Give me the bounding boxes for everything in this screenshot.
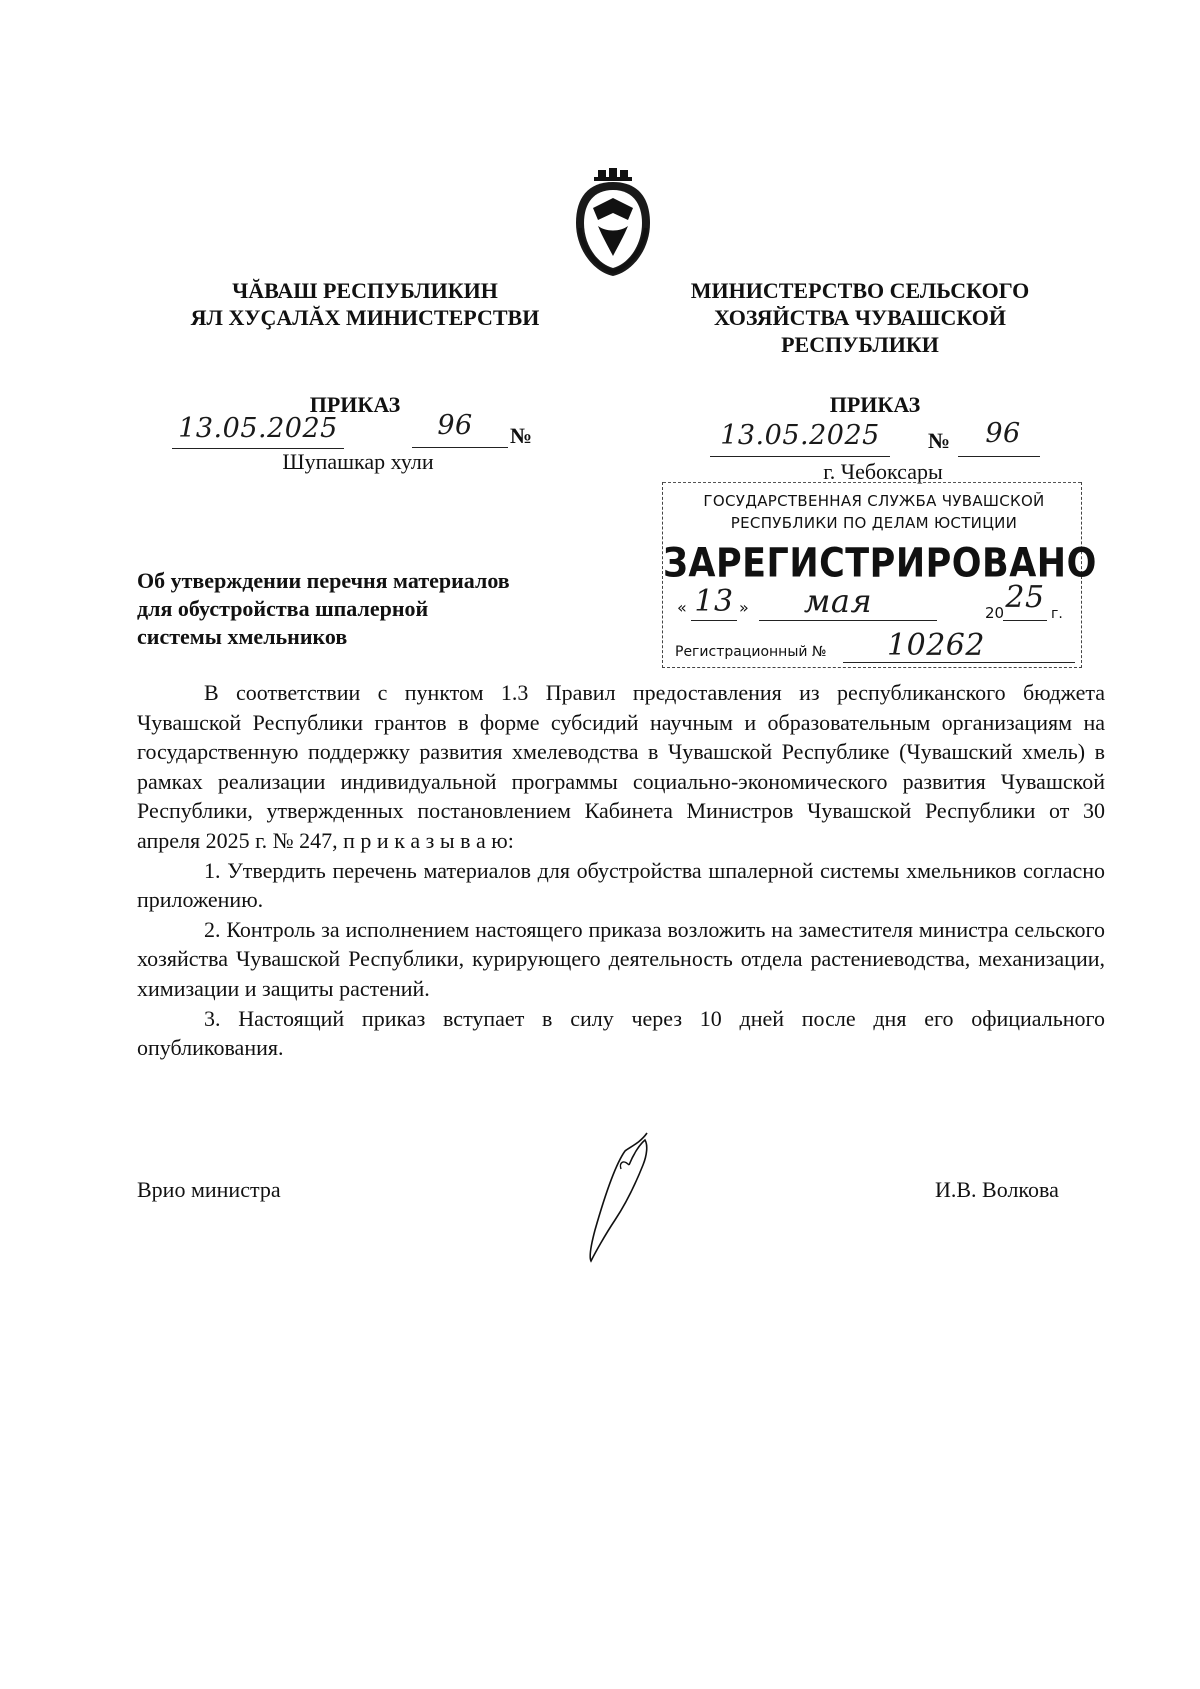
body-item-2: 2. Контроль за исполнением настоящего приказа возложить на заместителя министра сельского хозяйства Чувашской Республики, курирующего деятельность отдела растениеводства, механизации, химизации и защиты растений. bbox=[137, 916, 1105, 1001]
stamp-line1: ГОСУДАРСТВЕННАЯ СЛУЖБА ЧУВАШСКОЙ bbox=[703, 492, 1045, 510]
order-right-place: г. Чебоксары bbox=[823, 459, 943, 484]
stamp-top-border bbox=[663, 482, 1081, 483]
stamp-line2: РЕСПУБЛИКИ ПО ДЕЛАМ ЮСТИЦИИ bbox=[730, 514, 1018, 532]
stamp-year-suffix: 25 bbox=[1005, 580, 1045, 615]
order-left-title: ПРИКАЗ bbox=[309, 392, 401, 417]
header-right bbox=[655, 277, 1065, 358]
order-right-number-sign: № bbox=[928, 428, 951, 453]
order-right-number-underline bbox=[958, 456, 1040, 457]
stamp-month-underline bbox=[759, 620, 937, 621]
emblem-icon bbox=[568, 168, 658, 278]
order-left-number-underline bbox=[412, 447, 508, 448]
stamp-quote-open: « bbox=[677, 598, 687, 617]
header-left-line1: ЧĂВАШ РЕСПУБЛИКИН bbox=[232, 278, 498, 303]
stamp-status: ЗАРЕГИСТРИРОВАНО bbox=[663, 541, 1097, 587]
stamp-month: мая bbox=[803, 582, 873, 620]
order-left-number-sign: № bbox=[510, 423, 533, 448]
order-right-number: 96 bbox=[985, 418, 1021, 449]
subject-line3: системы хмельников bbox=[137, 624, 348, 649]
stamp-year-prefix: 20 bbox=[985, 604, 1005, 622]
stamp-reg-number: 10262 bbox=[887, 628, 985, 663]
order-left-number: 96 bbox=[437, 410, 473, 441]
header-right-line3: РЕСПУБЛИКИ bbox=[781, 332, 939, 357]
header-left-line2: ЯЛ ХУҪАЛĂХ МИНИСТЕРСТВИ bbox=[190, 305, 540, 330]
signature-name: И.В. Волкова bbox=[935, 1177, 1059, 1202]
registration-stamp bbox=[662, 482, 1097, 668]
header-right-line2: ХОЗЯЙСТВА ЧУВАШСКОЙ bbox=[713, 305, 1007, 330]
order-left-date: 13.05.2025 bbox=[178, 413, 338, 444]
body-item-1: 1. Утвердить перечень материалов для обустройства шпалерной системы хмельников согласно приложению. bbox=[137, 857, 1105, 913]
signature-position: Врио министра bbox=[137, 1177, 281, 1202]
stamp-day: 13 bbox=[694, 584, 734, 619]
order-right-title: ПРИКАЗ bbox=[829, 392, 921, 417]
subject-line2: для обустройства шпалерной bbox=[137, 596, 429, 621]
stamp-day-underline bbox=[691, 620, 737, 621]
order-body bbox=[137, 678, 1105, 1063]
stamp-reg-underline bbox=[843, 662, 1075, 663]
stamp-quote-close: » bbox=[739, 598, 749, 617]
order-subject bbox=[137, 567, 607, 651]
body-item-3: 3. Настоящий приказ вступает в силу через 10 дней после дня его официального опубликования. bbox=[137, 1005, 1105, 1061]
stamp-year-unit: г. bbox=[1051, 606, 1063, 622]
subject-line1: Об утверждении перечня материалов bbox=[137, 568, 510, 593]
order-right-date-underline bbox=[710, 456, 890, 457]
header-right-line1: МИНИСТЕРСТВО СЕЛЬСКОГО bbox=[690, 278, 1030, 303]
stamp-year-underline bbox=[1003, 620, 1047, 621]
body-paragraph-preamble: В соответствии с пунктом 1.3 Правил предоставления из республиканского бюджета Чувашской Республики грантов в форме субсидий научным и образовательным организациям на государственную поддержку развития хмелеводства в Чувашской Республике (Чувашский хмель) в рамках реализации индивидуальной программы социально-экономического развития Чувашской Республики, утвержденных постановлением Кабинета Министров Чувашской Республики от 30 апреля 2025 г. № 247, п р и к а з ы в а ю: bbox=[137, 680, 1105, 853]
order-left-place: Шупашкар хули bbox=[282, 449, 434, 474]
header-left bbox=[130, 277, 600, 331]
stamp-reg-label: Регистрационный № bbox=[675, 644, 827, 660]
handwritten-signature-icon bbox=[585, 1125, 665, 1265]
order-right-date: 13.05.2025 bbox=[720, 420, 880, 451]
